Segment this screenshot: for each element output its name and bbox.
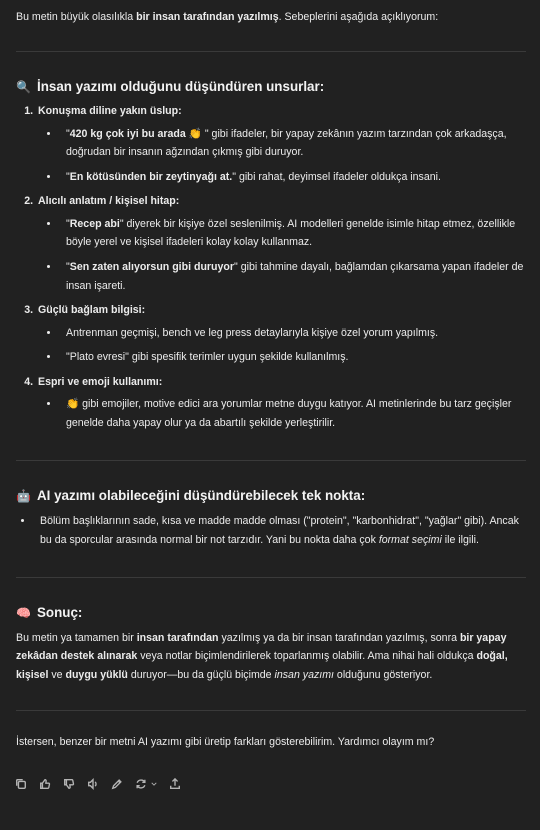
closing-paragraph: İstersen, benzer bir metni AI yazımı gibi üretip farkları gösterebilirim. Yardımcı olayım mı? bbox=[16, 736, 435, 749]
thumbs-down-icon[interactable] bbox=[62, 777, 76, 791]
bullet-pre: Bölüm başlıklarının sade, kısa ve madde madde olması ("protein", "karbonhidrat", "yağlar" gibi). Ancak bu da sporcular arasında normal bir not tarzıdır. Yani bu nokta daha çok bbox=[40, 515, 519, 546]
bullet-bold: En kötüsünden bir zeytinyağı at. bbox=[69, 170, 233, 183]
bullet-post: Plato evresi" gibi spesifik terimler uygun şekilde kullanılmış. bbox=[69, 351, 349, 364]
share-icon[interactable] bbox=[168, 777, 182, 791]
magnifier-icon: 🔍 bbox=[16, 79, 31, 94]
brain-icon: 🧠 bbox=[16, 606, 31, 621]
bold: duygu yüklü bbox=[65, 668, 128, 681]
intro-paragraph bbox=[16, 8, 526, 27]
list-item bbox=[36, 373, 526, 433]
bullet-post: " gibi rahat, deyimsel ifadeler oldukça insani. bbox=[232, 170, 441, 183]
list-item bbox=[36, 102, 526, 186]
bullet-pre: " bbox=[66, 127, 70, 140]
list-item bbox=[36, 301, 526, 367]
item-label: Güçlü bağlam bilgisi: bbox=[38, 304, 146, 317]
text: ve bbox=[48, 668, 66, 681]
copy-icon[interactable] bbox=[14, 777, 28, 791]
bullet-pre: " bbox=[66, 170, 70, 183]
bullet-item bbox=[60, 168, 526, 187]
divider bbox=[16, 577, 526, 578]
list-item bbox=[36, 192, 526, 295]
text: duruyor—bu da güçlü biçimde bbox=[127, 668, 275, 681]
divider bbox=[16, 460, 526, 461]
bullet-item bbox=[60, 125, 526, 162]
bold: doğal, kişisel bbox=[16, 650, 508, 681]
bullet-post: Antrenman geçmişi, bench ve leg press detaylarıyla kişiye özel yorum yapılmış. bbox=[66, 326, 439, 339]
bold: bir yapay zekâdan destek alınarak bbox=[16, 631, 507, 663]
bullet-item bbox=[60, 215, 526, 252]
robot-icon: 🤖 bbox=[16, 489, 31, 504]
text: veya notlar biçimlendirilerek toparlanmış olabilir. Ama nihai hali oldukça bbox=[137, 650, 477, 663]
bullet-item bbox=[60, 395, 526, 432]
thumbs-up-icon[interactable] bbox=[38, 777, 52, 791]
heading-text: Sonuç: bbox=[37, 605, 83, 621]
heading-text: AI yazımı olabileceğini düşündürebilecek tek nokta: bbox=[37, 488, 366, 504]
section-heading-human bbox=[16, 78, 526, 97]
ai-indicator-list bbox=[16, 512, 526, 549]
bullet-pre: " bbox=[66, 217, 70, 230]
bullet-bold: Recep abi bbox=[69, 217, 120, 230]
intro-bold: bir insan tarafından yazılmış bbox=[136, 11, 279, 23]
bullet-italic: format seçimi bbox=[378, 533, 442, 546]
intro-text-1: Bu metin büyük olasılıkla bbox=[16, 11, 137, 23]
chevron-down-icon[interactable] bbox=[150, 777, 158, 791]
divider bbox=[16, 51, 526, 52]
bullet-item bbox=[34, 512, 526, 549]
text: olduğunu gösteriyor. bbox=[333, 668, 433, 681]
bullet-post: " gibi tahmine dayalı, bağlamdan çıkarsama yapan ifadeler de insan işareti. bbox=[66, 261, 524, 292]
item-label: Alıcılı anlatım / kişisel hitap: bbox=[38, 195, 180, 208]
bullet-bold: 420 kg çok iyi bu arada 👏 bbox=[69, 127, 202, 140]
bold: insan tarafından bbox=[136, 631, 219, 644]
speaker-icon[interactable] bbox=[86, 777, 100, 791]
bullet-pre: " bbox=[66, 351, 70, 364]
edit-icon[interactable] bbox=[110, 777, 124, 791]
heading-text: İnsan yazımı olduğunu düşündüren unsurlar: bbox=[37, 78, 325, 94]
clap-emoji: 👏 bbox=[66, 398, 80, 411]
bullet-post: " diyerek bir kişiye özel seslenilmiş. AI modelleri genelde isimle hitap etmez, özellikle böyle yerel ve kişisel ifadeleri kolay kolay kullanmaz. bbox=[66, 217, 516, 249]
human-indicators-list bbox=[16, 102, 526, 432]
bullet-bold: Sen zaten alıyorsun gibi duruyor bbox=[69, 261, 234, 274]
bullet-item bbox=[60, 348, 526, 367]
divider bbox=[16, 710, 526, 711]
message-actions bbox=[14, 777, 182, 791]
bullet-item bbox=[60, 258, 526, 295]
result-paragraph bbox=[16, 629, 526, 685]
bullet-post: gibi emojiler, motive edici ara yorumlar metne duygu katıyor. AI metinlerinde bu tarz geçişler genelde daha yapay olur ya da abartılı şekilde yerleştirilir. bbox=[66, 398, 512, 429]
item-label: Konuşma diline yakın üslup: bbox=[38, 105, 182, 118]
bullet-post: ile ilgili. bbox=[441, 533, 479, 546]
intro-text-2: . Sebeplerini aşağıda açıklıyorum: bbox=[278, 11, 439, 23]
bullet-item bbox=[60, 324, 526, 343]
item-label: Espri ve emoji kullanımı: bbox=[38, 375, 163, 388]
italic: insan yazımı bbox=[274, 668, 334, 681]
section-heading-result bbox=[16, 604, 526, 623]
bullet-post: " gibi ifadeler, bir yapay zekânın yazım tarzından çok arkadaşça, doğrudan bir insanın ağzından çıkmış gibi duruyor. bbox=[66, 127, 507, 159]
regenerate-icon[interactable] bbox=[134, 777, 148, 791]
bullet-pre: " bbox=[66, 261, 70, 274]
text: yazılmış ya da bir insan tarafından yazılmış, sonra bbox=[218, 631, 460, 644]
text: Bu metin ya tamamen bir bbox=[16, 631, 137, 644]
section-heading-ai bbox=[16, 487, 526, 506]
